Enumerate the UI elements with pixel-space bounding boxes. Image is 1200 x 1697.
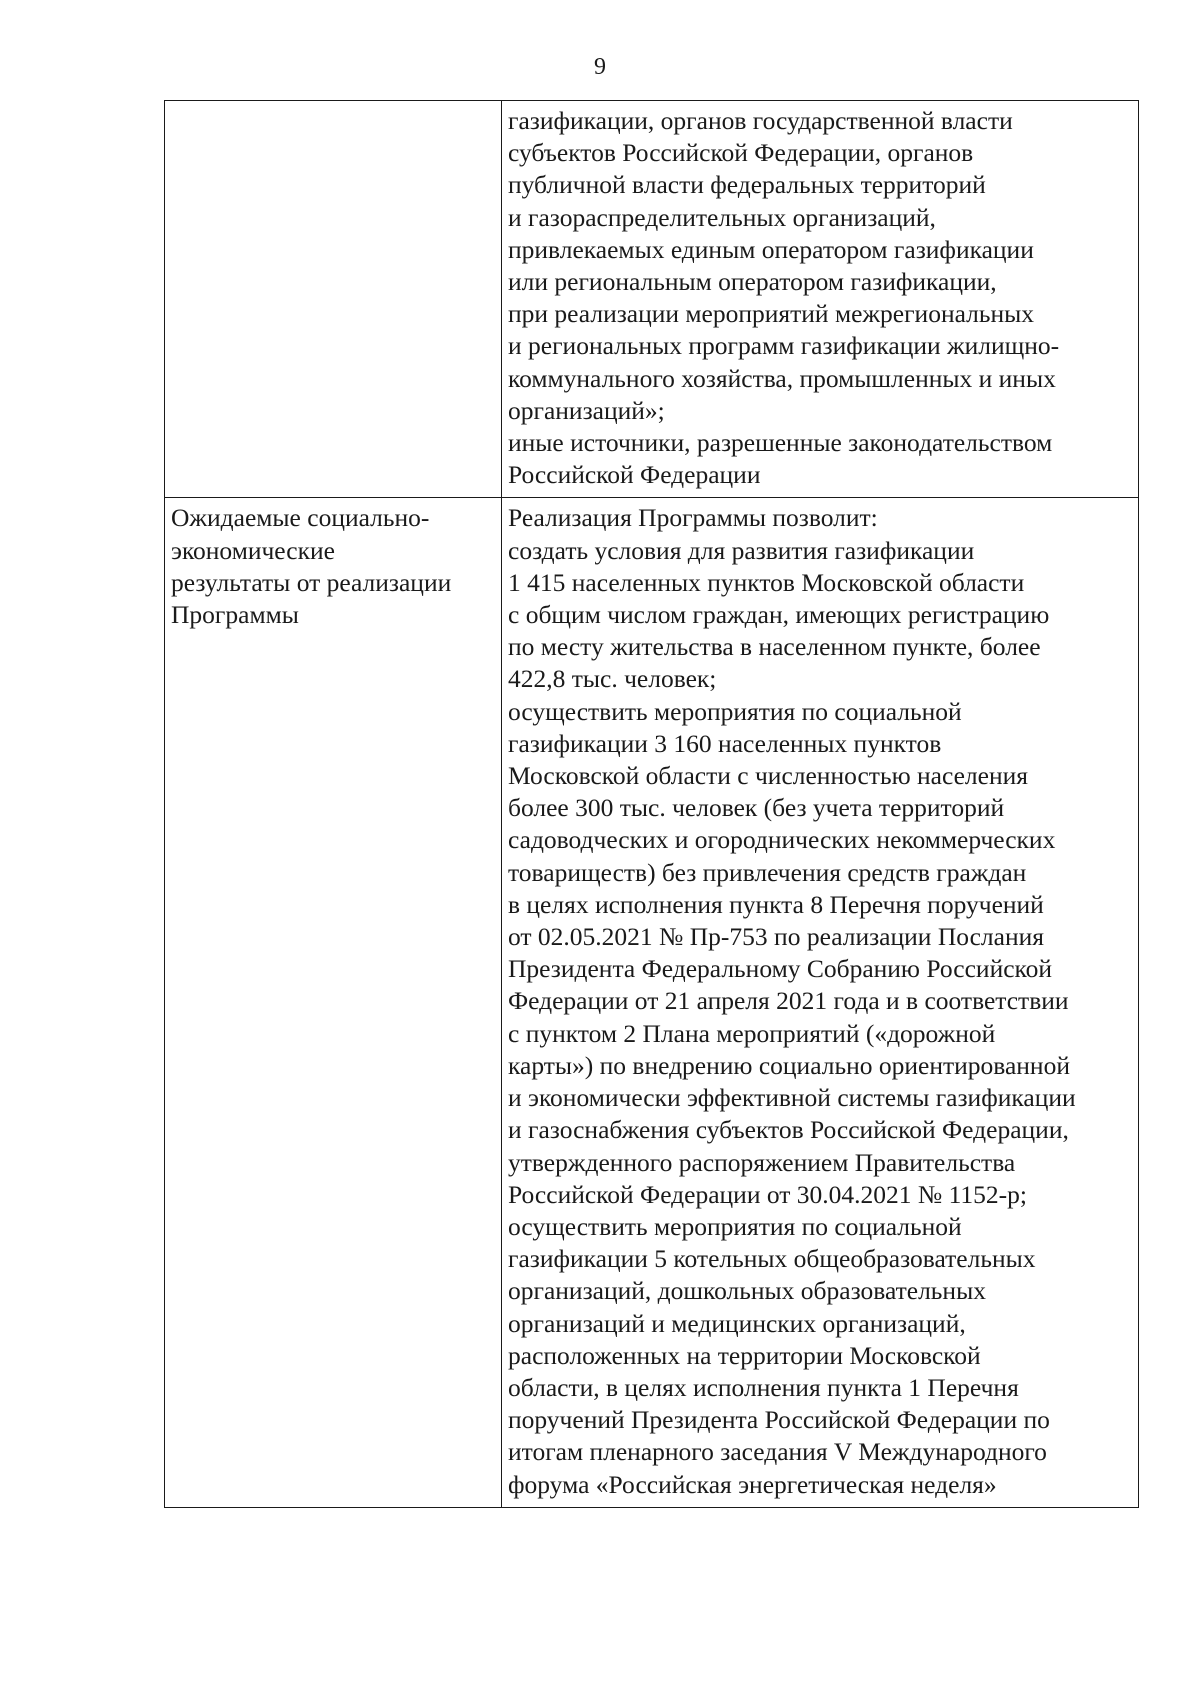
text-line: организаций, дошкольных образовательных: [508, 1276, 986, 1306]
text-line: создать условия для развития газификации: [508, 535, 975, 565]
text-line: по месту жительства в населенном пункте, более: [508, 632, 1041, 662]
text-line: от 02.05.2021 № Пр-753 по реализации Послания: [508, 922, 1044, 952]
row-label-cell: [165, 498, 502, 1507]
text-line: с общим числом граждан, имеющих регистрацию: [508, 600, 1050, 630]
text-line: утвержденного распоряжением Правительства: [508, 1147, 1016, 1177]
text-line: организаций»;: [508, 395, 665, 425]
text-line: Президента Федеральному Собранию Российской: [508, 954, 1053, 984]
table-row: [165, 498, 1139, 1507]
text-line: области, в целях исполнения пункта 1 Перечня: [508, 1372, 1019, 1402]
text-line: Российской Федерации: [508, 460, 761, 490]
row-label-cell: [165, 101, 502, 498]
text-line: Федерации от 21 апреля 2021 года и в соответствии: [508, 986, 1069, 1016]
row-content-cell: [502, 498, 1139, 1507]
text-line: итогам пленарного заседания V Международного: [508, 1437, 1047, 1467]
text-line: Московской области с численностью населения: [508, 761, 1028, 791]
program-passport-table: [164, 100, 1139, 1508]
text-line: и газоснабжения субъектов Российской Федерации,: [508, 1115, 1069, 1145]
text-line: газификации, органов государственной власти: [508, 106, 1013, 135]
text-line: организаций и медицинских организаций,: [508, 1308, 966, 1338]
text-line: более 300 тыс. человек (без учета территорий: [508, 793, 1005, 823]
text-line: иные источники, разрешенные законодательством: [508, 428, 1053, 458]
text-line: осуществить мероприятия по социальной: [508, 1211, 962, 1241]
label-line: Программы: [171, 600, 299, 630]
table-row: [165, 101, 1139, 498]
label-line: Ожидаемые социально-: [171, 503, 430, 533]
text-line: и региональных программ газификации жилищно-: [508, 331, 1060, 361]
text-line: газификации 3 160 населенных пунктов: [508, 728, 942, 758]
text-line: и экономически эффективной системы газификации: [508, 1083, 1076, 1113]
text-line: 1 415 населенных пунктов Московской области: [508, 567, 1025, 597]
text-line: коммунального хозяйства, промышленных и иных: [508, 363, 1056, 393]
text-line: расположенных на территории Московской: [508, 1340, 981, 1370]
text-line: форума «Российская энергетическая неделя»: [508, 1469, 997, 1499]
text-line: в целях исполнения пункта 8 Перечня поручений: [508, 889, 1044, 919]
text-line: карты») по внедрению социально ориентированной: [508, 1050, 1070, 1080]
text-line: газификации 5 котельных общеобразовательных: [508, 1244, 1036, 1274]
text-line: публичной власти федеральных территорий: [508, 170, 986, 200]
text-line: привлекаемых единым оператором газификации: [508, 234, 1034, 264]
text-line: или региональным оператором газификации,: [508, 267, 997, 297]
label-line: экономические: [171, 535, 335, 565]
text-line: Российской Федерации от 30.04.2021 № 1152-р;: [508, 1179, 1027, 1209]
text-line: Реализация Программы позволит:: [508, 503, 878, 533]
text-line: при реализации мероприятий межрегиональных: [508, 299, 1035, 329]
text-line: 422,8 тыс. человек;: [508, 664, 717, 694]
text-line: и газораспределительных организаций,: [508, 202, 936, 232]
text-line: осуществить мероприятия по социальной: [508, 696, 962, 726]
row-content-cell: [502, 101, 1139, 498]
page-number: 9: [594, 54, 606, 80]
text-line: с пунктом 2 Плана мероприятий («дорожной: [508, 1018, 996, 1048]
text-line: садоводческих и огороднических некоммерческих: [508, 825, 1056, 855]
label-line: результаты от реализации: [171, 567, 452, 597]
text-line: субъектов Российской Федерации, органов: [508, 138, 974, 168]
text-line: поручений Президента Российской Федерации по: [508, 1405, 1050, 1435]
text-line: товариществ) без привлечения средств граждан: [508, 857, 1027, 887]
